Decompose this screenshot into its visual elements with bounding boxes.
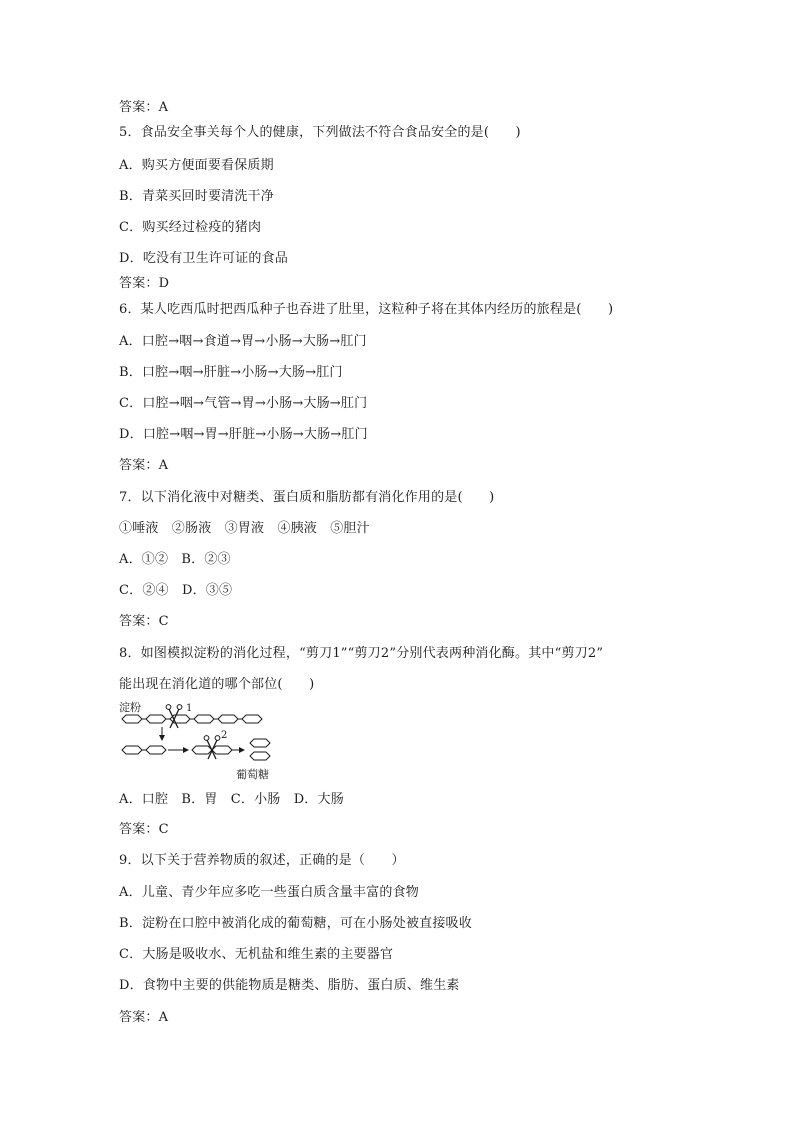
answer-7: 答案：C — [119, 614, 169, 629]
q6-option-c: C．口腔→咽→气管→胃→小肠→大肠→肛门 — [119, 396, 368, 411]
question-8-cont: 能出现在消化道的哪个部位( ) — [119, 677, 315, 692]
question-9: 9．以下关于营养物质的叙述，正确的是（ ） — [119, 853, 405, 868]
answer-9: 答案：A — [119, 1010, 169, 1025]
q7-option-ab: A．①② B．②③ — [119, 552, 231, 567]
question-7: 7．以下消化液中对糖类、蛋白质和脂肪都有消化作用的是( ) — [119, 490, 495, 505]
answer-8: 答案：C — [119, 822, 169, 837]
q6-option-a: A．口腔→咽→食道→胃→小肠→大肠→肛门 — [119, 334, 367, 349]
q9-option-a: A．儿童、青少年应多吃一些蛋白质含量丰富的食物 — [119, 885, 419, 900]
label-glucose: 葡萄糖 — [236, 768, 269, 781]
q5-option-c: C．购买经过检疫的猪肉 — [119, 220, 262, 235]
question-8: 8．如图模拟淀粉的消化过程，“剪刀1”“剪刀2”分别代表两种消化酶。其中“剪刀2” — [119, 646, 604, 661]
answer-6: 答案：A — [119, 458, 169, 473]
q5-option-b: B．青菜买回时要清洗干净 — [119, 189, 274, 204]
q8-options: A．口腔 B．胃 C．小肠 D．大肠 — [119, 792, 344, 807]
answer-4: 答案：A — [119, 100, 169, 115]
q7-items: ①唾液 ②肠液 ③胃液 ④胰液 ⑤胆汁 — [119, 521, 370, 536]
q5-option-a: A．购买方便面要看保质期 — [119, 158, 274, 173]
starch-chain — [122, 715, 262, 723]
question-6: 6．某人吃西瓜时把西瓜种子也吞进了肚里，这粒种子将在其体内经历的旅程是( ) — [119, 302, 614, 317]
label-starch: 淀粉 — [119, 701, 141, 714]
answer-5: 答案：D — [119, 276, 170, 291]
label-scissors-1: 1 — [186, 703, 193, 714]
q6-option-b: B．口腔→咽→肝脏→小肠→大肠→肛门 — [119, 365, 343, 380]
starch-digestion-figure — [118, 700, 288, 782]
q7-option-cd: C．②④ D．③⑤ — [119, 583, 233, 598]
glucose-units — [250, 739, 270, 760]
q9-option-c: C．大肠是吸收水、无机盐和维生素的主要器官 — [119, 947, 394, 962]
q9-option-d: D．食物中主要的供能物质是糖类、脂肪、蛋白质、维生素 — [119, 978, 460, 993]
label-scissors-2: 2 — [221, 730, 228, 741]
q6-option-d: D．口腔→咽→胃→肝脏→小肠→大肠→肛门 — [119, 427, 368, 442]
question-5: 5．食品安全事关每个人的健康，下列做法不符合食品安全的是( ) — [119, 125, 521, 140]
q5-option-d: D．吃没有卫生许可证的食品 — [119, 251, 289, 266]
q9-option-b: B．淀粉在口腔中被消化成的葡萄糖，可在小肠处被直接吸收 — [119, 916, 472, 931]
